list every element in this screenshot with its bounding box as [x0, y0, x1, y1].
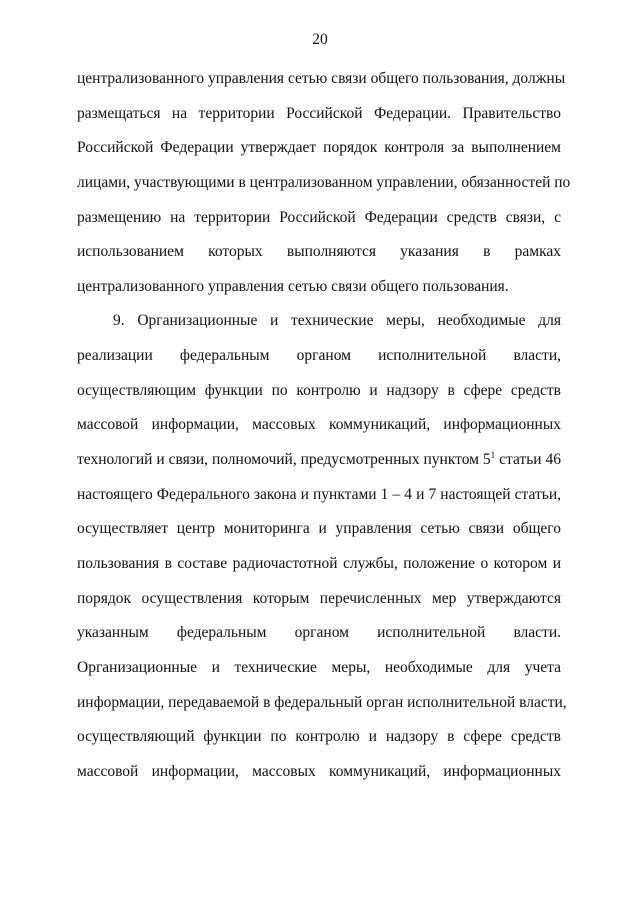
text-line: массовой информации, массовых коммуникаций, информационных: [77, 762, 561, 780]
text-line-with-superscript: [77, 443, 561, 478]
text-line: настоящего Федерального закона и пунктами 1 – 4 и 7 настоящей статьи,: [77, 485, 561, 503]
superscript: 1: [490, 450, 496, 461]
text-line: реализации федеральным органом исполнительной власти,: [77, 347, 561, 365]
text-line: осуществляет центр мониторинга и управления сетью связи общего: [77, 520, 561, 538]
text-line: массовой информации, массовых коммуникаций, информационных: [77, 416, 561, 434]
text-line: лицами, участвующими в централизованном управлении, обязанностей по: [77, 173, 571, 191]
paragraph-1: [77, 62, 571, 304]
paragraph-9: [77, 304, 567, 789]
text-line: информации, передаваемой в федеральный орган исполнительной власти,: [77, 693, 567, 711]
text-line: размещаться на территории Российской Федерации. Правительство: [77, 104, 561, 122]
text-line: Организационные и технические меры, необходимые для учета: [77, 658, 561, 676]
text-line: осуществляющим функции по контролю и надзору в сфере средств: [77, 381, 561, 399]
text-segment: технологий и связи, полномочий, предусмотренных пунктом 5: [77, 451, 491, 469]
text-line: порядок осуществления которым перечисленных мер утверждаются: [77, 589, 561, 607]
text-line: размещению на территории Российской Федерации средств связи, с: [77, 208, 561, 226]
text-line: Российской Федерации утверждает порядок контроля за выполнением: [77, 139, 561, 157]
text-line: централизованного управления сетью связи общего пользования, должны: [77, 70, 566, 87]
text-line: пользования в составе радиочастотной службы, положение о котором и: [77, 554, 561, 572]
text-line: использованием которых выполняются указания в рамках: [77, 243, 561, 261]
text-segment: статьи 46: [495, 451, 561, 469]
page-number: 20: [312, 31, 328, 48]
document-body: [77, 62, 571, 789]
text-line: осуществляющий функции по контролю и надзору в сфере средств: [77, 728, 561, 746]
text-line: 9. Организационные и технические меры, необходимые для: [113, 312, 561, 330]
text-line: централизованного управления сетью связи общего пользования.: [77, 277, 509, 295]
text-line: указанным федеральным органом исполнительной власти.: [77, 624, 561, 642]
